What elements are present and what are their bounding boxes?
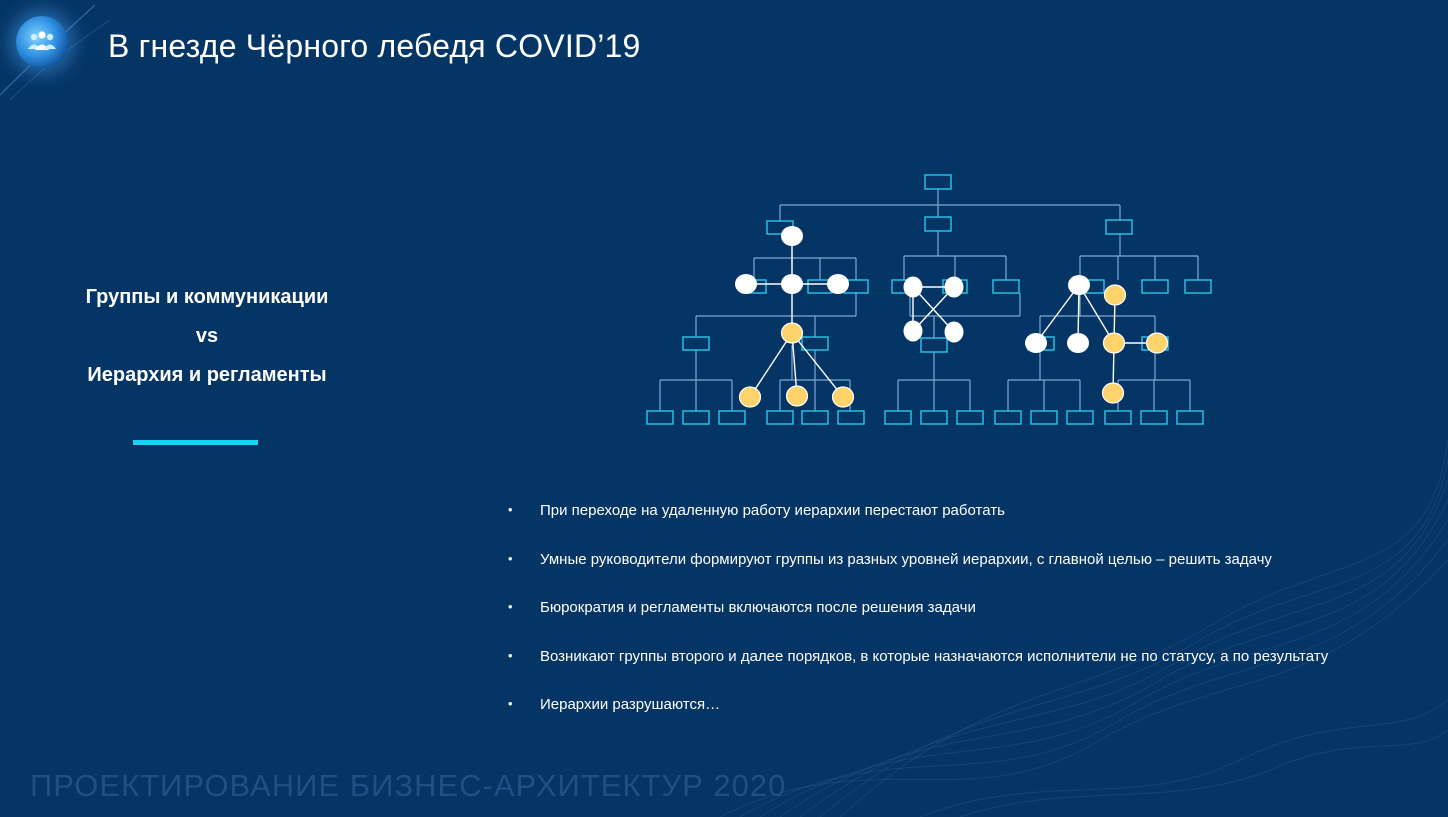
- bullet-item: • Бюрократия и регламенты включаются после решения задачи: [508, 599, 1328, 648]
- heading-groups: Группы и коммуникации: [85, 286, 329, 308]
- people-group-icon: [27, 30, 57, 52]
- page-title: В гнезде Чёрного лебедя COVID’19: [108, 28, 641, 64]
- logo: [16, 16, 68, 68]
- footer-watermark: ПРОЕКТИРОВАНИЕ БИЗНЕС-АРХИТЕКТУР 2020: [30, 768, 787, 803]
- heading-vs: vs: [195, 325, 219, 347]
- org-chart-diagram: [640, 168, 1220, 438]
- left-heading: [40, 278, 374, 395]
- accent-divider: [133, 440, 258, 445]
- network-nodes-yellow: [740, 285, 1168, 407]
- bullet-item: • Иерархии разрушаются…: [508, 696, 1328, 745]
- bullet-item: • При переходе на удаленную работу иерархии перестают работать: [508, 502, 1328, 551]
- bullet-list: [508, 502, 1328, 745]
- bullet-item: • Умные руководители формируют группы из разных уровней иерархии, с главной целью – решить задачу: [508, 551, 1328, 600]
- heading-hierarchy: Иерархия и регламенты: [87, 364, 327, 386]
- bullet-item: • Возникают группы второго и далее порядков, в которые назначаются исполнители не по статусу, а по результату: [508, 648, 1328, 697]
